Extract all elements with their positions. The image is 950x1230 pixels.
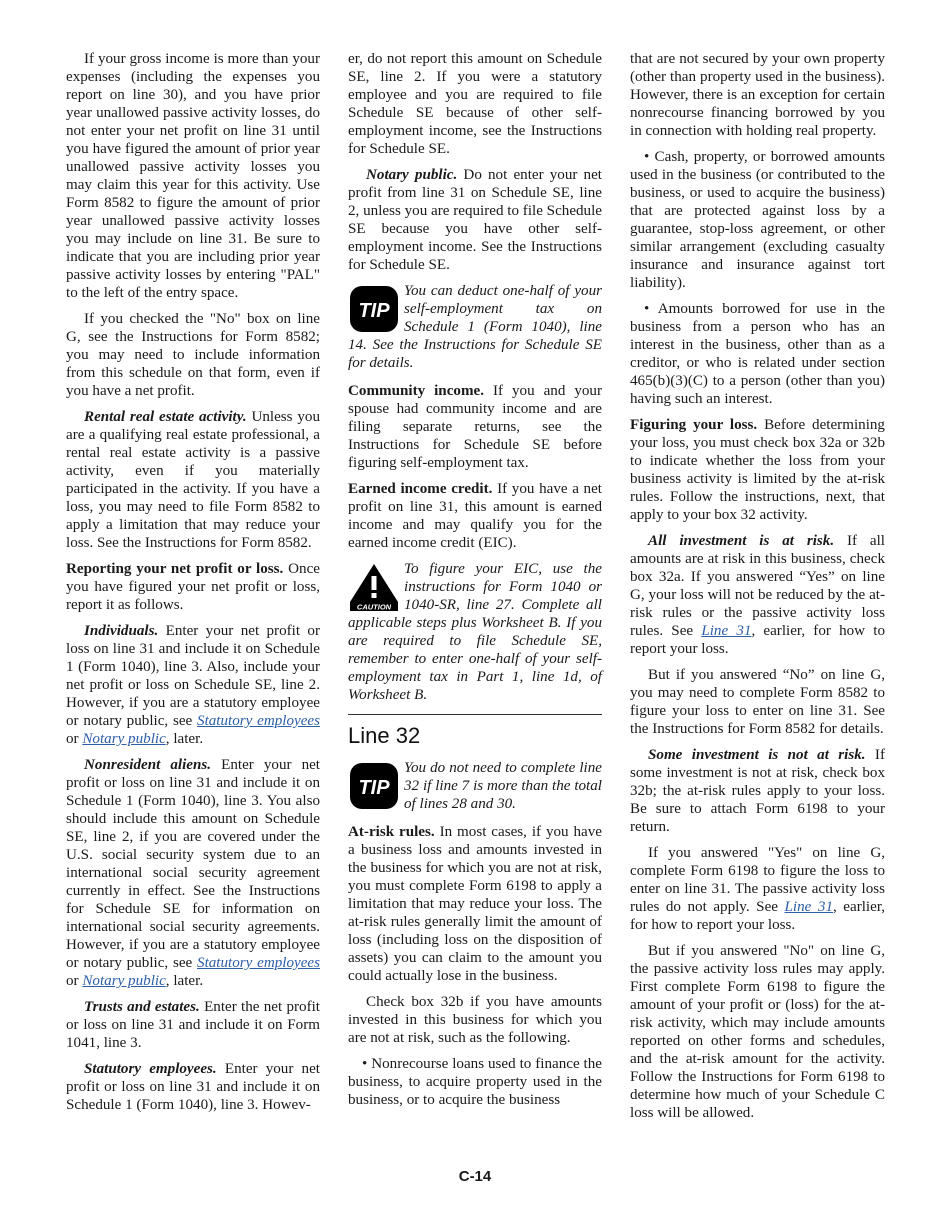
paragraph-prior-year-losses: If your gross income is more than your expenses (including the expenses you report on line 30), and you have prior year unallowed passive activity losses, do not enter your net profit on line 31 until you have figured the amount of prior year unallowed passive activity losses you may claim this year for this activity. Use Form 8582 to figure the amount of prior year unallowed passive activity losses you may include on line 31. Be sure to indicate that you are including prior year passive activity losses by entering "PAL" to the left of the entry space. xyxy=(66,51,320,301)
tip-icon xyxy=(348,761,400,811)
paragraph-notary-public: Notary public. Do not enter your net profit from line 31 on Schedule SE, line 2, unless you are required to file Schedule SE because you have other self-employment income. See the Instructions for Schedule SE. xyxy=(348,167,603,273)
link-statutory-employees[interactable]: Statutory employees xyxy=(197,955,320,971)
run-in-heading: Reporting your net profit or loss. xyxy=(66,561,284,577)
paragraph-reporting: Reporting your net profit or loss. Once you have figured your net profit or loss, report it as follows. xyxy=(66,561,320,613)
paragraph-trusts-estates: Trusts and estates. Enter the net profit or loss on line 31 and include it on Form 1041, line 3. xyxy=(66,999,320,1051)
bullet-amounts-borrowed: • Amounts borrowed for use in the business from a person who has an interest in the business, other than as a creditor, or who is related under section 465(b)(3)(C) to a person (other than you) having such an interest. xyxy=(630,301,885,407)
run-in-heading: Individuals. xyxy=(84,623,159,639)
tip-icon xyxy=(348,284,400,334)
svg-text:TIP: TIP xyxy=(358,300,390,322)
paragraph-at-risk-rules: At-risk rules. In most cases, if you have a business loss and amounts invested in the business for which you are not at risk, you must complete Form 6198 to apply a limitation that may reduce your loss. The at-risk rules generally limit the amount of loss (including loss on the disposition of assets) you can claim to the amount you could actually lose in the business. xyxy=(348,824,602,984)
paragraph-check-box-32b: Check box 32b if you have amounts invested in this business for which you are not at risk, such as the following. xyxy=(348,994,602,1046)
paragraph-earned-income-credit: Earned income credit. If you have a net profit on line 31, this amount is earned income and may qualify you for the earned income credit (EIC). xyxy=(348,481,602,551)
paragraph-all-investment-at-risk: All investment is at risk. If all amounts are at risk in this business, check box 32a. If you answered “Yes” on line G, your loss will not be reduced by the at-risk rules or the passive activity loss rules. See Line 31, earlier, for how to report your loss. xyxy=(630,533,886,657)
bullet-nonrecourse-loans: • Nonrecourse loans used to finance the business, to acquire property used in the business, or to acquire the business xyxy=(348,1056,602,1108)
run-in-heading: Community income. xyxy=(348,383,484,399)
column-3 xyxy=(630,50,885,1122)
page-number: C-14 xyxy=(458,1168,492,1185)
paragraph-community-income: Community income. If you and your spouse had community income and are filing separate returns, see the Instructions for Schedule SE before figuring self-employment tax. xyxy=(348,383,602,471)
run-in-heading: At-risk rules. xyxy=(348,824,435,840)
paragraph-line-g-no: If you checked the "No" box on line G, see the Instructions for Form 8582; you may need to include information from this schedule on that form, even if you have a net profit. xyxy=(66,311,320,399)
caution-icon xyxy=(348,562,400,612)
bullet-icon: • xyxy=(362,1056,368,1072)
run-in-heading: Trusts and estates. xyxy=(84,999,200,1015)
paragraph-nonresident-aliens: Nonresident aliens. Enter your net profit or loss on line 31 and include it on Schedule 1 (Form 1040), line 3. You also should include this amount on Schedule SE, line 2, if you are covered under the U.S. social security system due to an international social security agreement currently in effect. See the Instructions for Schedule SE for information on international social security agreements. However, if you are a statutory employee or notary public, see Statutory employees or Notary public, later. xyxy=(66,757,321,989)
link-line-31[interactable]: Line 31 xyxy=(784,899,833,915)
run-in-heading: Notary public. xyxy=(366,167,458,183)
bullet-icon: • xyxy=(644,301,650,317)
paragraph-statutory-employees: Statutory employees. Enter your net profit or loss on line 31 and include it on Schedule 1 (Form 1040), line 3. Howev- xyxy=(66,1061,320,1113)
run-in-heading: Earned income credit. xyxy=(348,481,493,497)
link-line-31[interactable]: Line 31 xyxy=(701,623,752,639)
column-1 xyxy=(66,50,320,1114)
run-in-heading: Figuring your loss. xyxy=(630,417,758,433)
column-2 xyxy=(348,50,602,1109)
link-notary-public[interactable]: Notary public xyxy=(82,973,166,989)
paragraph-individuals: Individuals. Enter your net profit or loss on line 31 and include it on Schedule 1 (Form 1040), line 3. Also, include your net profit or loss on Schedule SE, line 2. However, if you are a statutory employee or notary public, see Statutory employees or Notary public, later. xyxy=(66,623,320,747)
paragraph-answered-no: But if you answered “No” on line G, you may need to complete Form 8582 to figure your loss to enter on line 31. See the Instructions for Form 8582 for details. xyxy=(630,667,885,737)
paragraph-some-investment-not-at-risk: Some investment is not at risk. If some investment is not at risk, check box 32b; the at-risk rules apply to your loss. Be sure to attach Form 6198 to your return. xyxy=(630,747,885,835)
run-in-heading: Nonresident aliens. xyxy=(84,757,212,773)
bullet-cash-property: • Cash, property, or borrowed amounts used in the business (or contributed to the business, or used to acquire the business) that are protected against loss by a guarantee, stop-loss agreement, or other similar arrangement (excluding casualty insurance and insurance against tort liability). xyxy=(630,149,885,291)
tip-note-line-32: TIP You do not need to complete line 32 if line 7 is more than the total of lines 28 and 30. xyxy=(348,759,602,813)
section-title-line-32: Line 32 xyxy=(348,723,421,748)
paragraph-figuring-loss: Figuring your loss. Before determining your loss, you must check box 32a or 32b to indicate whether the loss from your business activity is limited by the at-risk rules. Follow the instructions, next, that apply to your box 32 activity. xyxy=(630,417,885,523)
run-in-heading: Statutory employees. xyxy=(84,1061,217,1077)
section-divider xyxy=(348,714,602,715)
link-statutory-employees[interactable]: Statutory employees xyxy=(197,713,320,729)
run-in-heading: Rental real estate activity. xyxy=(84,409,247,425)
paragraph-rental-real-estate: Rental real estate activity. Unless you are a qualifying real estate professional, a rental real estate activity is a passive activity, even if you materially participated in the activity. If you have a loss, you may need to file Form 8582 to apply a limitation that may reduce your loss. See the Instructions for Form 8582. xyxy=(66,409,320,551)
paragraph-passive-activity-rules: But if you answered "No" on line G, the passive activity loss rules may apply. First complete Form 6198 to figure the amount of your profit or (loss) for the at-risk activity, which may include amounts reported on other forms and schedules, and the at-risk amount for the activity. Follow the Instructions for Form 6198 to determine how much of your Schedule C loss will be allowed. xyxy=(630,943,885,1121)
paragraph-answered-yes: If you answered "Yes" on line G, complete Form 6198 to figure the loss to enter on line 31. The passive activity loss rules do not apply. See Line 31, earlier, for how to report your loss. xyxy=(630,845,886,933)
paragraph-bullet-continued: that are not secured by your own property (other than property used in the business). However, there is an exception for certain nonrecourse financing borrowed by you in connection with holding real property. xyxy=(630,51,885,139)
tip-note-self-employment: TIP You can deduct one-half of your self-employment tax on Schedule 1 (Form 1040), line 14. See the Instructions for Schedule SE for details. xyxy=(348,283,602,371)
link-notary-public[interactable]: Notary public xyxy=(82,731,166,747)
svg-text:TIP: TIP xyxy=(358,777,390,799)
paragraph-statutory-continued: er, do not report this amount on Schedule SE, line 2. If you were a statutory employee and you are required to file Schedule SE because of other self-employment income, see the Instructions for Schedule SE. xyxy=(348,51,602,157)
svg-text:CAUTION: CAUTION xyxy=(356,602,392,612)
bullet-icon: • xyxy=(644,149,650,165)
caution-note-eic: CAUTION To figure your EIC, use the instructions for Form 1040 or 1040-SR, line 27. Complete all applicable steps plus Worksheet B. If you are required to file Schedule SE, remember to enter one-half of your self-employment tax in Part 1, line 1d, of Worksheet B. xyxy=(348,561,602,703)
run-in-heading: Some investment is not at risk. xyxy=(648,747,866,763)
run-in-heading: All investment is at risk. xyxy=(648,533,835,549)
